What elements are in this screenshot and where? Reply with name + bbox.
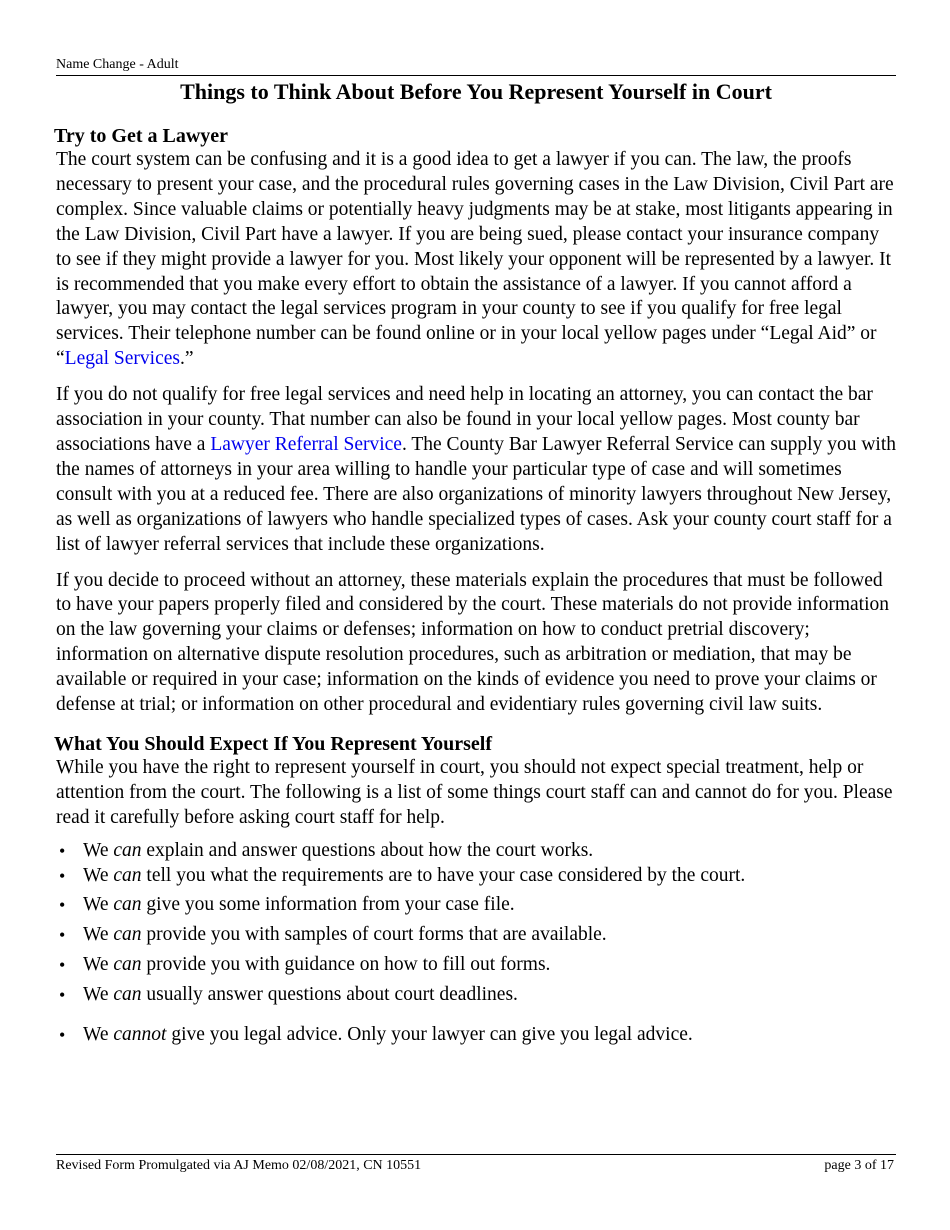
paragraph-text: If you do not qualify for free legal services and need help in locating an attorney, you can contact the bar association in your county. That number can also be found in your local yellow pages. Most county bar associations have a <box>56 384 873 455</box>
bullet-icon: • <box>59 895 66 916</box>
list-item-text: We <box>83 864 114 886</box>
lawyer-referral-service-link[interactable]: Lawyer Referral Service <box>210 433 402 455</box>
list-item-text: usually answer questions about court deadlines. <box>141 984 518 1006</box>
footer-form-revision: Revised Form Promulgated via AJ Memo 02/08/2021, CN 10551 <box>56 1158 422 1173</box>
paragraph-expectations-intro: While you have the right to represent yourself in court, you should not expect special treatment, help or attention from the court. The following is a list of some things court staff can and cannot do for you. Please read it carefully before asking court staff for help. <box>56 756 893 828</box>
page-number: page 3 of 17 <box>824 1158 894 1173</box>
list-item-emphasis: cannot <box>113 1024 167 1046</box>
list-item <box>56 839 896 864</box>
list-item <box>56 983 896 1008</box>
list-item-emphasis: can <box>113 984 142 1006</box>
list-item-text: tell you what the requirements are to have your case considered by the court. <box>141 864 746 886</box>
list-item-text: provide you with guidance on how to fill out forms. <box>141 954 551 976</box>
list-item-text: provide you with samples of court forms that are available. <box>141 924 607 946</box>
list-item <box>56 923 896 948</box>
list-item <box>56 864 896 889</box>
paragraph-text: The court system can be confusing and it is a good idea to get a lawyer if you can. The law, the proofs necessary to present your case, and the procedural rules governing cases in the Law Division, Civil Part are complex. Since valuable claims or potentially heavy judgments may be at stake, most litigants appearing in the Law Division, Civil Part have a lawyer. If you are being sued, please contact your insurance company to see if they might provide a lawyer for you. Most likely your opponent will be represented by a lawyer. It is recommended that you make every effort to obtain the assistance of a lawyer. If you cannot afford a lawyer, you may contact the legal services program in your county to see if you qualify for free legal services. Their telephone number can be found online or in your local yellow pages under “Legal Aid” or “ <box>56 149 894 370</box>
bullet-icon: • <box>59 985 66 1006</box>
list-item-emphasis: can <box>113 839 142 861</box>
paragraph-text: .” <box>179 348 194 370</box>
bullet-icon: • <box>59 1025 66 1046</box>
list-item-emphasis: can <box>113 924 142 946</box>
list-item <box>56 1023 896 1048</box>
bullet-icon: • <box>59 840 66 861</box>
list-item <box>56 893 896 918</box>
page-title: Things to Think About Before You Represent Yourself in Court <box>180 79 772 104</box>
document-body <box>56 124 896 1048</box>
section-heading-expectations: What You Should Expect If You Represent Yourself <box>54 732 493 755</box>
header-rule <box>56 75 896 76</box>
footer-rule <box>56 1154 896 1155</box>
bullet-icon: • <box>59 865 66 886</box>
list-item-emphasis: can <box>113 864 142 886</box>
paragraph-bar-association <box>56 383 896 557</box>
legal-services-link[interactable]: Legal Services <box>64 348 180 370</box>
list-item-text: give you some information from your case file. <box>141 894 515 916</box>
list-item-text: We <box>83 894 114 916</box>
list-item-text: We <box>83 924 114 946</box>
list-item-text: explain and answer questions about how the court works. <box>141 839 594 861</box>
list-item-text: We <box>83 1024 114 1046</box>
paragraph-text: . The County Bar Lawyer Referral Service can supply you with the names of attorneys in your area willing to handle your particular type of case and will sometimes consult with you at a reduced fee. There are also organizations of minority lawyers throughout New Jersey, as well as organizations of lawyers who handle specialized types of cases. Ask your county court staff for a list of lawyer referral services that include these organizations. <box>56 433 897 555</box>
bullet-icon: • <box>59 925 66 946</box>
list-item-text: We <box>83 954 114 976</box>
list-item-emphasis: can <box>113 894 142 916</box>
list-item-text: We <box>83 984 114 1006</box>
list-item-emphasis: can <box>113 954 142 976</box>
list-item-text: give you legal advice. Only your lawyer can give you legal advice. <box>166 1024 693 1046</box>
section-heading-lawyer: Try to Get a Lawyer <box>54 125 229 147</box>
paragraph-get-lawyer <box>56 148 896 372</box>
bullet-icon: • <box>59 955 66 976</box>
running-header: Name Change - Adult <box>56 57 179 72</box>
paragraph-proceed-without-attorney: If you decide to proceed without an attorney, these materials explain the procedures that must be followed to have your papers properly filed and considered by the court. These materials do not provide information on the law governing your claims or defenses; information on how to conduct pretrial discovery; information on alternative dispute resolution procedures, such as arbitration or mediation, that may be available or required in your case; information on the kinds of evidence you need to prove your claims or defense at trial; or information on other procedural and evidentiary rules governing civil law suits. <box>56 569 890 716</box>
list-item-text: We <box>83 839 114 861</box>
staff-can-list <box>56 839 896 1048</box>
list-item <box>56 953 896 978</box>
